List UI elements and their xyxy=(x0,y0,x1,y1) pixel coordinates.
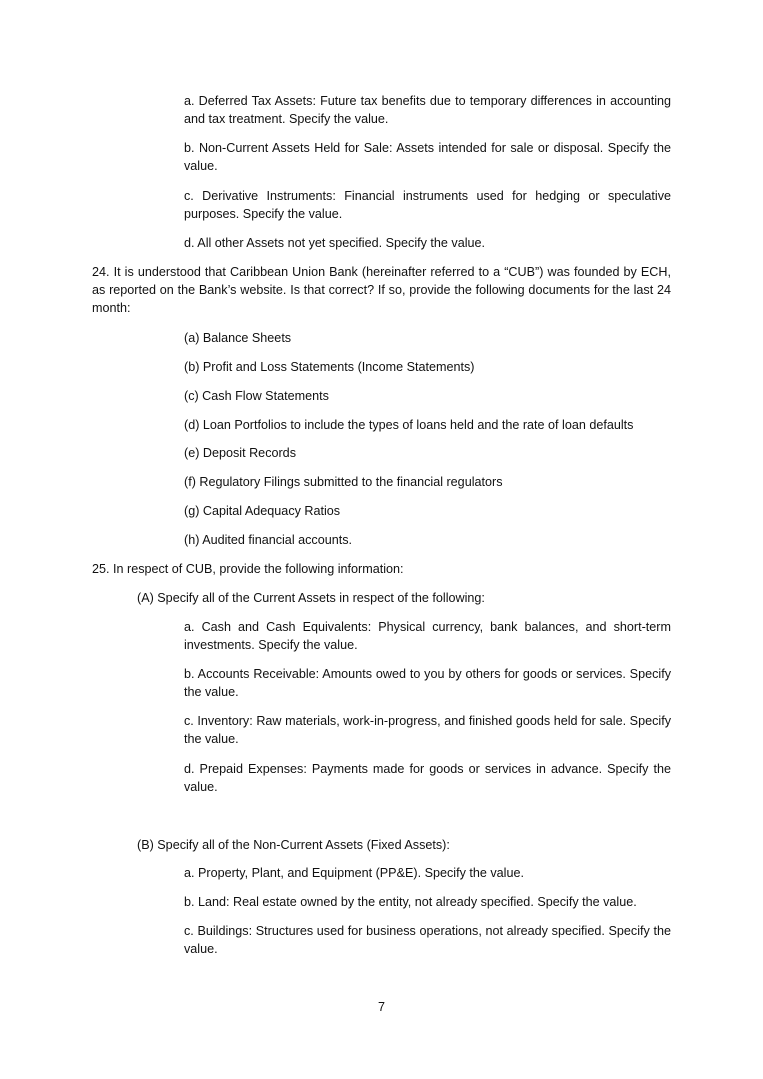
list-item: (f) Regulatory Filings submitted to the financial regulators xyxy=(184,475,503,489)
list-item: b. Non-Current Assets Held for Sale: Assets intended for sale or disposal. Specify the value. xyxy=(184,141,671,173)
section-heading: (B) Specify all of the Non-Current Assets (Fixed Assets): xyxy=(137,838,450,852)
list-item: d. All other Assets not yet specified. Specify the value. xyxy=(184,236,486,250)
list-item: (c) Cash Flow Statements xyxy=(184,389,329,403)
list-item: (b) Profit and Loss Statements (Income Statements) xyxy=(184,360,475,374)
list-item: a. Deferred Tax Assets: Future tax benefits due to temporary differences in accounting and tax treatment. Specify the value. xyxy=(184,94,671,126)
list-item: d. Prepaid Expenses: Payments made for goods or services in advance. Specify the value. xyxy=(184,762,671,794)
list-item: (g) Capital Adequacy Ratios xyxy=(184,504,341,518)
question-24: 24. It is understood that Caribbean Union Bank (hereinafter referred to a “CUB”) was founded by ECH, as reported on the Bank’s website. Is that correct? If so, provide the following documents for the last 24 month: xyxy=(92,265,671,315)
page-number: 7 xyxy=(377,1000,385,1014)
list-item: c. Derivative Instruments: Financial instruments used for hedging or speculative purposes. Specify the value. xyxy=(184,189,671,221)
list-item: (h) Audited financial accounts. xyxy=(184,533,353,547)
section-heading: (A) Specify all of the Current Assets in respect of the following: xyxy=(137,591,485,605)
question-25: 25. In respect of CUB, provide the following information: xyxy=(92,562,404,576)
list-item: b. Accounts Receivable: Amounts owed to you by others for goods or services. Specify the value. xyxy=(184,667,671,699)
list-item: a. Property, Plant, and Equipment (PP&E). Specify the value. xyxy=(184,866,524,880)
list-item: a. Cash and Cash Equivalents: Physical currency, bank balances, and short-term investments. Specify the value. xyxy=(184,620,671,652)
list-item: (d) Loan Portfolios to include the types of loans held and the rate of loan defaults xyxy=(184,418,634,432)
list-item: b. Land: Real estate owned by the entity, not already specified. Specify the value. xyxy=(184,895,637,909)
list-item: (a) Balance Sheets xyxy=(184,331,292,345)
list-item: c. Inventory: Raw materials, work-in-progress, and finished goods held for sale. Specify the value. xyxy=(184,714,671,746)
list-item: (e) Deposit Records xyxy=(184,446,296,460)
list-item: c. Buildings: Structures used for business operations, not already specified. Specify the value. xyxy=(184,924,671,956)
